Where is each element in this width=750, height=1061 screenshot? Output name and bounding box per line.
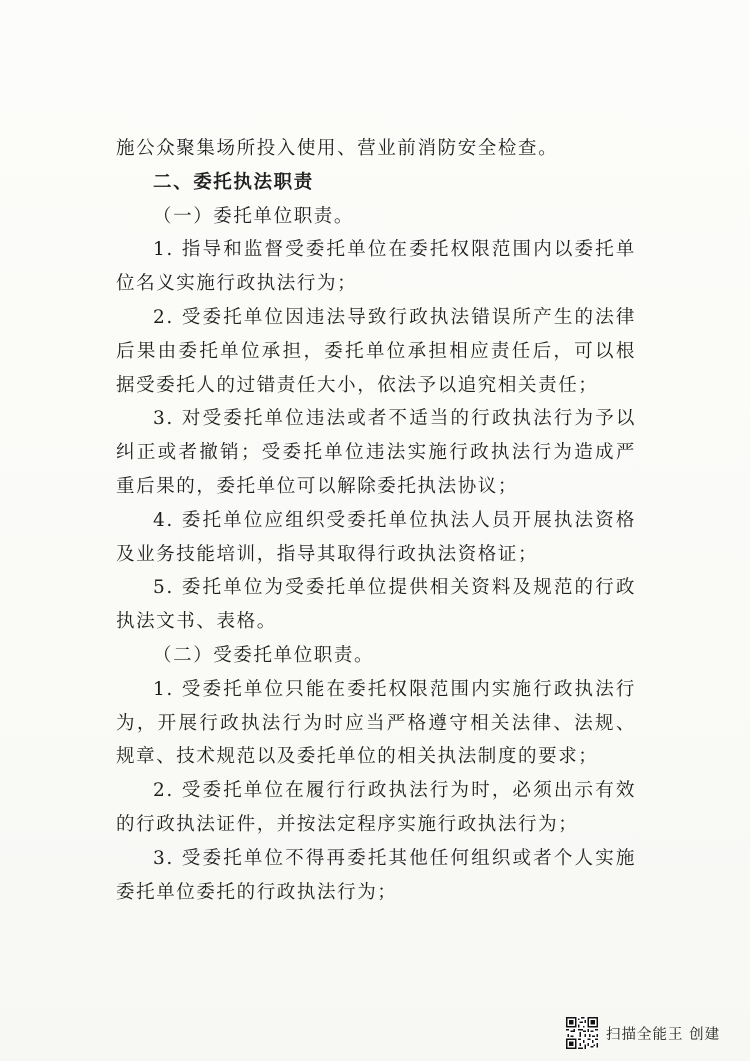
paragraph-continuation: 施公众聚集场所投入使用、营业前消防安全检查。 bbox=[116, 138, 559, 159]
scanner-app-label: 扫描全能王 创建 bbox=[606, 1026, 721, 1043]
subsection-heading: （二）受委托单位职责。 bbox=[153, 644, 375, 666]
paragraph-item: 1. 指导和监督受委托单位在委托权限范围内以委托单位名义实施行政执法行为； bbox=[116, 239, 636, 295]
paragraph-item: 2. 受委托单位在履行行政执法行为时，必须出示有效的行政执法证件，并按法定程序实施行政执法行为； bbox=[116, 780, 636, 835]
qr-code-icon bbox=[566, 1017, 598, 1049]
subsection-heading: （一）委托单位职责。 bbox=[153, 205, 355, 227]
paragraph-item: 3. 对受委托单位违法或者不适当的行政执法行为予以纠正或者撤销；受委托单位违法实施行政执法行为造成严重后果的，委托单位可以解除委托执法协议； bbox=[116, 408, 636, 497]
scanner-watermark bbox=[566, 1015, 720, 1051]
paragraph-item: 4. 委托单位应组织受委托单位执法人员开展执法资格及业务技能培训，指导其取得行政执法资格证； bbox=[116, 509, 636, 565]
section-heading: 二、委托执法职责 bbox=[153, 171, 314, 193]
paragraph-item: 2. 受委托单位因违法导致行政执法错误所产生的法律后果由委托单位承担，委托单位承担相应责任后，可以根据受委托人的过错责任大小，依法予以追究相关责任； bbox=[116, 306, 636, 396]
document-body bbox=[116, 132, 636, 909]
paragraph-item: 1. 受委托单位只能在委托权限范围内实施行政执法行为，开展行政执法行为时应当严格遵守相关法律、法规、规章、技术规范以及委托单位的相关执法制度的要求； bbox=[116, 678, 636, 768]
paragraph-item: 3. 受委托单位不得再委托其他任何组织或者个人实施委托单位委托的行政执法行为； bbox=[116, 847, 636, 903]
paragraph-item: 5. 委托单位为受委托单位提供相关资料及规范的行政执法文书、表格。 bbox=[116, 577, 636, 633]
